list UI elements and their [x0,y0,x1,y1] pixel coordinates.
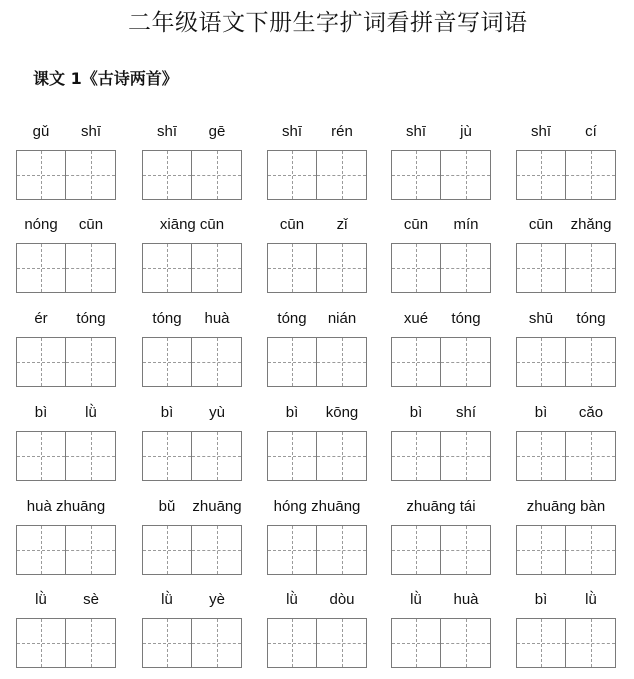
pinyin-line [391,310,491,332]
tianzige-box[interactable] [441,618,491,668]
writing-boxes [516,618,616,668]
writing-boxes [16,243,116,293]
pinyin-syllable: hóng zhuāng [273,498,361,515]
writing-boxes [142,243,242,293]
pinyin-syllable: tóng [451,310,481,327]
tianzige-box[interactable] [441,431,491,481]
writing-boxes [267,243,367,293]
tianzige-box[interactable] [317,525,367,575]
pinyin-line [516,404,616,426]
pinyin-line [16,216,116,238]
pinyin-syllable: bì [160,404,174,421]
tianzige-box[interactable] [66,337,116,387]
pinyin-syllable: nián [327,310,357,327]
writing-boxes [267,337,367,387]
pinyin-line [267,404,367,426]
tianzige-box[interactable] [516,150,566,200]
pinyin-syllable: ér [34,310,48,327]
tianzige-box[interactable] [192,337,242,387]
pinyin-line [267,123,367,145]
writing-boxes [142,431,242,481]
tianzige-box[interactable] [566,150,616,200]
pinyin-line [142,123,242,145]
pinyin-syllable: yè [209,591,225,608]
pinyin-line [16,404,116,426]
pinyin-line [391,591,491,613]
pinyin-syllable: zhuāng [192,498,242,515]
tianzige-box[interactable] [142,243,192,293]
writing-boxes [391,243,491,293]
tianzige-box[interactable] [566,525,616,575]
pinyin-syllable: shū [528,310,554,327]
pinyin-syllable: cūn [279,216,305,233]
pinyin-line [391,123,491,145]
tianzige-box[interactable] [317,150,367,200]
tianzige-box[interactable] [566,243,616,293]
pinyin-line [142,216,242,238]
pinyin-syllable: bǔ [158,498,176,515]
tianzige-box[interactable] [391,431,441,481]
tianzige-box[interactable] [516,431,566,481]
pinyin-syllable: cǎo [578,404,604,421]
pinyin-syllable: gē [208,123,226,140]
writing-boxes [267,431,367,481]
writing-boxes [391,431,491,481]
tianzige-box[interactable] [267,150,317,200]
pinyin-syllable: kōng [325,404,359,421]
tianzige-box[interactable] [267,243,317,293]
tianzige-box[interactable] [16,618,66,668]
tianzige-box[interactable] [66,243,116,293]
page-title: 二年级语文下册生字扩词看拼音写词语 [128,10,528,36]
pinyin-line [516,216,616,238]
pinyin-syllable: bì [34,404,48,421]
pinyin-line [267,591,367,613]
tianzige-box[interactable] [192,525,242,575]
tianzige-box[interactable] [267,525,317,575]
pinyin-syllable: shī [156,123,178,140]
pinyin-line [391,498,491,520]
tianzige-box[interactable] [16,525,66,575]
pinyin-syllable: huà zhuāng [26,498,106,515]
tianzige-box[interactable] [267,431,317,481]
writing-boxes [267,618,367,668]
tianzige-box[interactable] [142,431,192,481]
pinyin-syllable: gǔ [32,123,50,140]
tianzige-box[interactable] [516,525,566,575]
pinyin-syllable: bì [534,591,548,608]
pinyin-line [16,591,116,613]
writing-boxes [267,150,367,200]
tianzige-box[interactable] [192,431,242,481]
pinyin-syllable: huà [453,591,479,608]
pinyin-line [391,216,491,238]
writing-boxes [16,150,116,200]
tianzige-box[interactable] [566,618,616,668]
tianzige-box[interactable] [441,525,491,575]
tianzige-box[interactable] [317,431,367,481]
tianzige-box[interactable] [391,618,441,668]
pinyin-syllable: lǜ [286,591,298,608]
tianzige-box[interactable] [441,150,491,200]
pinyin-syllable: rén [331,123,353,140]
lesson-heading: 课文 1《古诗两首》 [33,69,178,88]
pinyin-syllable: shī [530,123,552,140]
tianzige-box[interactable] [516,618,566,668]
pinyin-line [142,310,242,332]
pinyin-syllable: bì [285,404,299,421]
tianzige-box[interactable] [317,243,367,293]
pinyin-syllable: mín [453,216,479,233]
pinyin-line [516,591,616,613]
pinyin-syllable: shī [405,123,427,140]
writing-boxes [391,337,491,387]
writing-boxes [142,150,242,200]
pinyin-syllable: shí [455,404,477,421]
tianzige-box[interactable] [16,337,66,387]
pinyin-syllable: tóng [152,310,182,327]
tianzige-box[interactable] [267,337,317,387]
writing-boxes [391,150,491,200]
pinyin-syllable: shī [281,123,303,140]
tianzige-box[interactable] [16,243,66,293]
tianzige-box[interactable] [516,243,566,293]
pinyin-syllable: jù [460,123,472,140]
tianzige-box[interactable] [16,431,66,481]
writing-boxes [16,525,116,575]
pinyin-syllable: cūn [78,216,104,233]
pinyin-syllable: tóng [277,310,307,327]
tianzige-box[interactable] [192,243,242,293]
pinyin-syllable: cí [585,123,597,140]
tianzige-box[interactable] [142,337,192,387]
tianzige-box[interactable] [566,337,616,387]
writing-boxes [16,337,116,387]
tianzige-box[interactable] [317,618,367,668]
pinyin-syllable: tóng [576,310,606,327]
pinyin-line [391,404,491,426]
pinyin-syllable: bì [409,404,423,421]
tianzige-box[interactable] [142,150,192,200]
tianzige-box[interactable] [267,618,317,668]
writing-boxes [267,525,367,575]
pinyin-line [516,498,616,520]
pinyin-syllable: huà [204,310,230,327]
pinyin-line [267,216,367,238]
writing-boxes [142,618,242,668]
pinyin-syllable: tóng [76,310,106,327]
pinyin-line [16,310,116,332]
pinyin-line [267,310,367,332]
tianzige-box[interactable] [192,150,242,200]
pinyin-syllable: lǜ [585,591,597,608]
writing-boxes [16,618,116,668]
pinyin-syllable: xiāng cūn [159,216,225,233]
pinyin-syllable: lǜ [85,404,97,421]
pinyin-line [142,498,242,520]
tianzige-box[interactable] [142,525,192,575]
tianzige-box[interactable] [441,243,491,293]
pinyin-syllable: xué [403,310,429,327]
pinyin-syllable: zhuāng bàn [526,498,606,515]
pinyin-syllable: lǜ [410,591,422,608]
pinyin-syllable: shī [80,123,102,140]
writing-boxes [516,243,616,293]
pinyin-line [16,498,116,520]
writing-boxes [391,525,491,575]
pinyin-syllable: nóng [24,216,58,233]
tianzige-box[interactable] [391,337,441,387]
writing-boxes [516,525,616,575]
pinyin-line [142,591,242,613]
writing-boxes [516,337,616,387]
tianzige-box[interactable] [192,618,242,668]
pinyin-syllable: cūn [403,216,429,233]
pinyin-line [142,404,242,426]
tianzige-box[interactable] [66,525,116,575]
tianzige-box[interactable] [66,618,116,668]
pinyin-syllable: cūn [528,216,554,233]
tianzige-box[interactable] [16,150,66,200]
pinyin-line [16,123,116,145]
pinyin-syllable: yù [209,404,225,421]
tianzige-box[interactable] [317,337,367,387]
pinyin-syllable: bì [534,404,548,421]
tianzige-box[interactable] [142,618,192,668]
tianzige-box[interactable] [566,431,616,481]
writing-boxes [516,431,616,481]
pinyin-syllable: lǜ [35,591,47,608]
tianzige-box[interactable] [516,337,566,387]
tianzige-box[interactable] [391,525,441,575]
pinyin-syllable: dòu [329,591,355,608]
writing-boxes [516,150,616,200]
pinyin-line [267,498,367,520]
pinyin-line [516,123,616,145]
writing-boxes [142,525,242,575]
pinyin-syllable: zhuāng tái [406,498,476,515]
pinyin-syllable: lǜ [161,591,173,608]
pinyin-line [516,310,616,332]
pinyin-syllable: zǐ [336,216,348,233]
pinyin-syllable: sè [83,591,99,608]
tianzige-box[interactable] [391,150,441,200]
tianzige-box[interactable] [441,337,491,387]
writing-boxes [391,618,491,668]
pinyin-syllable: zhǎng [570,216,612,233]
tianzige-box[interactable] [66,150,116,200]
writing-boxes [142,337,242,387]
tianzige-box[interactable] [391,243,441,293]
tianzige-box[interactable] [66,431,116,481]
writing-boxes [16,431,116,481]
